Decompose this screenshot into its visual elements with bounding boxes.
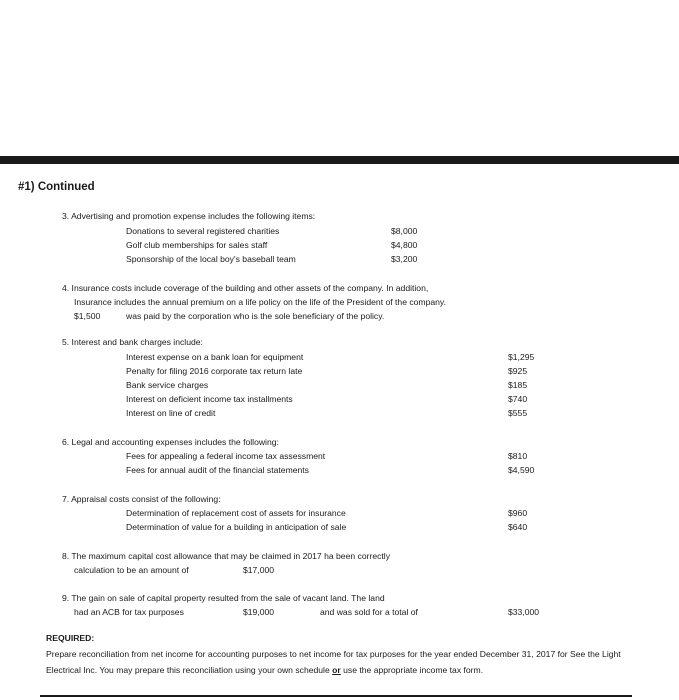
s7-item-label: Determination of value for a building in anticipation of sale — [126, 522, 347, 532]
page-title: #1) Continued — [18, 181, 95, 193]
section-8-line2: calculation to be an amount of — [74, 565, 189, 575]
s5-item-label: Penalty for filing 2016 corporate tax return late — [126, 366, 303, 376]
s3-item-amount: $8,000 — [391, 226, 418, 236]
s7-item-label: Determination of replacement cost of assets for insurance — [126, 508, 346, 518]
s5-item-label: Interest on deficient income tax installments — [126, 394, 293, 404]
s3-item-amount: $3,200 — [391, 254, 418, 264]
s3-item-label: Golf club memberships for sales staff — [126, 240, 268, 250]
section-5-heading: 5. Interest and bank charges include: — [62, 337, 203, 347]
s6-item-label: Fees for appealing a federal income tax assessment — [126, 451, 326, 461]
section-6-heading: 6. Legal and accounting expenses includes the following: — [62, 437, 279, 447]
s5-item-amount: $1,295 — [508, 352, 535, 362]
section-4-line3: was paid by the corporation who is the sole beneficiary of the policy. — [126, 311, 385, 321]
s5-item-amount: $185 — [508, 380, 528, 390]
s3-item-label: Sponsorship of the local boy's baseball team — [126, 254, 296, 264]
section-9-sale-label: and was sold for a total of — [320, 607, 418, 617]
required-text-part1: Prepare reconciliation from net income for accounting purposes to net income for tax purposes for the year ended December 31, 2017 for See the Light Electrical Inc. You may prepare this reconciliation using your own schedule — [46, 649, 621, 675]
s5-item-amount: $925 — [508, 366, 528, 376]
section-9-acb-amount: $19,000 — [243, 607, 275, 617]
s6-item-amount: $810 — [508, 451, 528, 461]
s5-item-amount: $555 — [508, 408, 528, 418]
section-7-heading: 7. Appraisal costs consist of the following: — [62, 494, 221, 504]
s5-item-amount: $740 — [508, 394, 528, 404]
section-4-line1: 4. Insurance costs include coverage of the building and other assets of the company. In addition, — [62, 283, 429, 293]
s5-item-label: Bank service charges — [126, 380, 209, 390]
s3-item-amount: $4,800 — [391, 240, 418, 250]
section-9-sale-amount: $33,000 — [508, 607, 540, 617]
section-4-amount: $1,500 — [74, 311, 101, 321]
section-8-amount: $17,000 — [243, 565, 275, 575]
s5-item-label: Interest expense on a bank loan for equipment — [126, 352, 304, 362]
s5-item-label: Interest on line of credit — [126, 408, 216, 418]
s3-item-label: Donations to several registered charities — [126, 226, 280, 236]
required-text — [46, 646, 636, 678]
section-4-line2: Insurance includes the annual premium on a life policy on the life of the President of the company. — [74, 297, 446, 307]
section-9-line1: 9. The gain on sale of capital property resulted from the sale of vacant land. The land — [62, 593, 385, 603]
s7-item-amount: $640 — [508, 522, 528, 532]
s6-item-label: Fees for annual audit of the financial statements — [126, 465, 309, 475]
s7-item-amount: $960 — [508, 508, 528, 518]
section-9-acb-label: had an ACB for tax purposes — [74, 607, 184, 617]
section-8-line1: 8. The maximum capital cost allowance that may be claimed in 2017 ha been correctly — [62, 551, 391, 561]
required-text-or: or — [332, 665, 341, 675]
required-label: REQUIRED: — [46, 633, 95, 643]
top-divider-bar — [0, 156, 679, 164]
required-text-part2: use the appropriate income tax form. — [340, 665, 484, 675]
bottom-divider-line — [40, 695, 632, 697]
s6-item-amount: $4,590 — [508, 465, 535, 475]
section-3-heading: 3. Advertising and promotion expense includes the following items: — [62, 211, 316, 221]
